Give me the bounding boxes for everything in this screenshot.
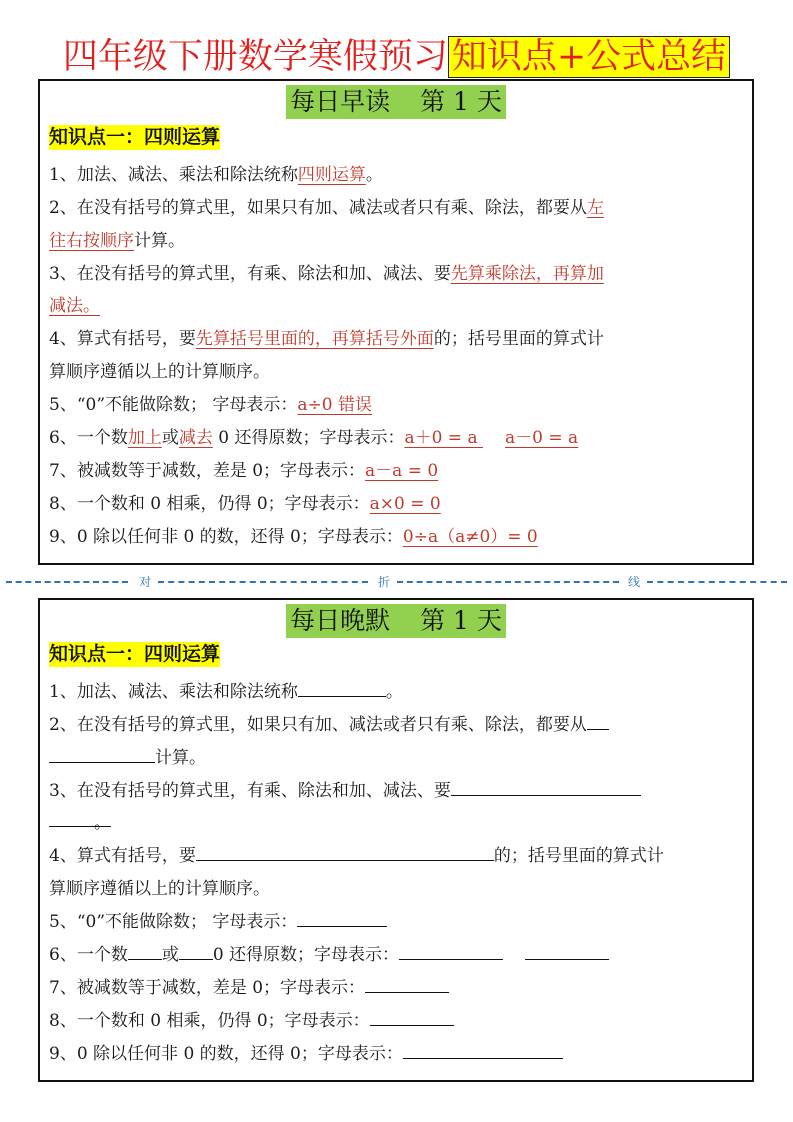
text: 0 还得原数；字母表示： <box>212 945 400 965</box>
rule-line-2 <box>49 192 745 225</box>
quiz-line-3-cont <box>49 807 745 840</box>
fill-blank[interactable] <box>49 807 111 833</box>
quiz-line-7 <box>49 972 745 1005</box>
quiz-line-5 <box>49 906 745 939</box>
answer: 左 <box>586 198 604 218</box>
knowledge-point-title: 知识点一：四则运算 <box>49 126 221 148</box>
answer: 加上 <box>127 428 162 448</box>
text: 3、在没有括号的算式里，有乘、除法和加、减法、要 <box>49 264 451 284</box>
quiz-line-1 <box>49 676 745 709</box>
title-main: 四年级下册数学寒假预习 <box>62 37 448 77</box>
text: 7、被减数等于减数，差是 0；字母表示： <box>49 978 366 998</box>
text: 5、“0”不能做除数； 字母表示： <box>49 912 298 932</box>
text: 3、在没有括号的算式里，有乘、除法和加、减法、要 <box>49 781 451 801</box>
fold-dash <box>158 581 368 583</box>
quiz-line-2-cont <box>49 742 745 775</box>
fill-blank[interactable] <box>179 940 213 960</box>
header-title: 每日早读 <box>290 87 391 116</box>
text: 6、一个数 <box>49 945 128 965</box>
rule-line-1 <box>49 159 745 192</box>
text: 或 <box>161 945 179 965</box>
fill-blank[interactable] <box>525 940 609 960</box>
fold-char-1: 对 <box>139 575 152 589</box>
text: 。 <box>94 813 111 833</box>
rule-line-8 <box>49 488 745 521</box>
quiz-line-3 <box>49 775 745 808</box>
fill-blank[interactable] <box>403 1039 563 1059</box>
text: 的；括号里面的算式计 <box>493 846 664 866</box>
quiz-line-6 <box>49 939 745 972</box>
fill-blank[interactable] <box>399 940 503 960</box>
text: 9、0 除以任何非 0 的数，还得 0；字母表示： <box>49 1044 403 1064</box>
answer: a－0 = a <box>505 428 579 448</box>
text: 4、算式有括号，要 <box>49 846 196 866</box>
header-day: 第 1 天 <box>420 606 502 635</box>
fill-blank[interactable] <box>298 677 386 697</box>
text: 1、加法、减法、乘法和除法统称 <box>49 165 298 185</box>
quiz-line-4 <box>49 840 745 873</box>
card-header <box>40 85 752 121</box>
fill-blank[interactable] <box>196 841 494 861</box>
text: 或 <box>161 428 179 448</box>
fold-dash <box>647 581 787 583</box>
text: 4、算式有括号，要 <box>49 329 196 349</box>
fold-dash <box>397 581 619 583</box>
title-highlight: 知识点+公式总结 <box>448 36 730 78</box>
fold-dash <box>6 581 128 583</box>
text: 2、在没有括号的算式里，如果只有加、减法或者只有乘、除法，都要从 <box>49 715 587 735</box>
text: 。 <box>365 165 383 185</box>
rule-line-3 <box>49 258 745 291</box>
text: 0 还得原数；字母表示： <box>212 428 405 448</box>
fold-char-2: 折 <box>378 575 391 589</box>
quiz-line-9 <box>49 1038 745 1071</box>
rule-line-4-cont: 算顺序遵循以上的计算顺序。 <box>49 362 270 382</box>
quiz-line-2 <box>49 709 745 742</box>
answer: a÷0 错误 <box>297 395 373 415</box>
fill-blank[interactable] <box>128 940 162 960</box>
text: 。 <box>385 682 403 702</box>
rule-line-3-cont <box>49 290 745 323</box>
text: 6、一个数 <box>49 428 128 448</box>
page-title <box>0 34 793 80</box>
fold-line <box>0 572 793 592</box>
fill-blank[interactable] <box>587 710 609 730</box>
fill-blank[interactable] <box>49 743 155 763</box>
text: 计算。 <box>134 231 185 251</box>
text: 8、一个数和 0 相乘，仍得 0；字母表示： <box>49 494 370 514</box>
text: 5、“0”不能做除数； 字母表示： <box>49 395 298 415</box>
answer: a×0 = 0 <box>369 494 441 514</box>
fold-char-3: 线 <box>628 575 641 589</box>
fill-blank[interactable] <box>365 973 449 993</box>
rule-line-5 <box>49 389 745 422</box>
fill-blank[interactable] <box>451 776 641 796</box>
card-header-label <box>286 604 506 638</box>
morning-reading-card <box>38 79 754 565</box>
rule-line-6 <box>49 422 745 455</box>
header-day: 第 1 天 <box>420 87 502 116</box>
header-title: 每日晚默 <box>290 606 391 635</box>
answer: 减去 <box>178 428 213 448</box>
rule-line-9 <box>49 521 745 554</box>
text: 9、0 除以任何非 0 的数，还得 0；字母表示： <box>49 527 403 547</box>
answer: 先算乘除法，再算加 <box>450 264 604 284</box>
knowledge-point-title: 知识点一：四则运算 <box>49 643 221 665</box>
answer: 先算括号里面的，再算括号外面 <box>195 329 434 349</box>
text: 1、加法、减法、乘法和除法统称 <box>49 682 298 702</box>
answer: 0÷a（a≠0）= 0 <box>402 527 538 547</box>
answer: a＋0 = a <box>404 428 483 448</box>
rule-line-2-cont <box>49 225 745 258</box>
rule-line-7 <box>49 455 745 488</box>
answer: 减法。 <box>49 296 100 316</box>
evening-dictation-card <box>38 598 754 1082</box>
answer: 往右按顺序 <box>49 231 134 251</box>
text: 的；括号里面的算式计 <box>433 329 604 349</box>
text: 8、一个数和 0 相乘，仍得 0；字母表示： <box>49 1011 370 1031</box>
text: 2、在没有括号的算式里，如果只有加、减法或者只有乘、除法，都要从 <box>49 198 587 218</box>
card-header <box>40 604 752 640</box>
fill-blank[interactable] <box>370 1006 454 1026</box>
card-header-label <box>286 85 506 119</box>
answer: a－a = 0 <box>365 461 439 481</box>
text: 计算。 <box>155 748 206 768</box>
rule-line-4 <box>49 323 745 356</box>
quiz-line-8 <box>49 1005 745 1038</box>
answer: 四则运算 <box>297 165 366 185</box>
fill-blank[interactable] <box>297 907 387 927</box>
text: 7、被减数等于减数，差是 0；字母表示： <box>49 461 366 481</box>
quiz-line-4-cont: 算顺序遵循以上的计算顺序。 <box>49 879 270 899</box>
